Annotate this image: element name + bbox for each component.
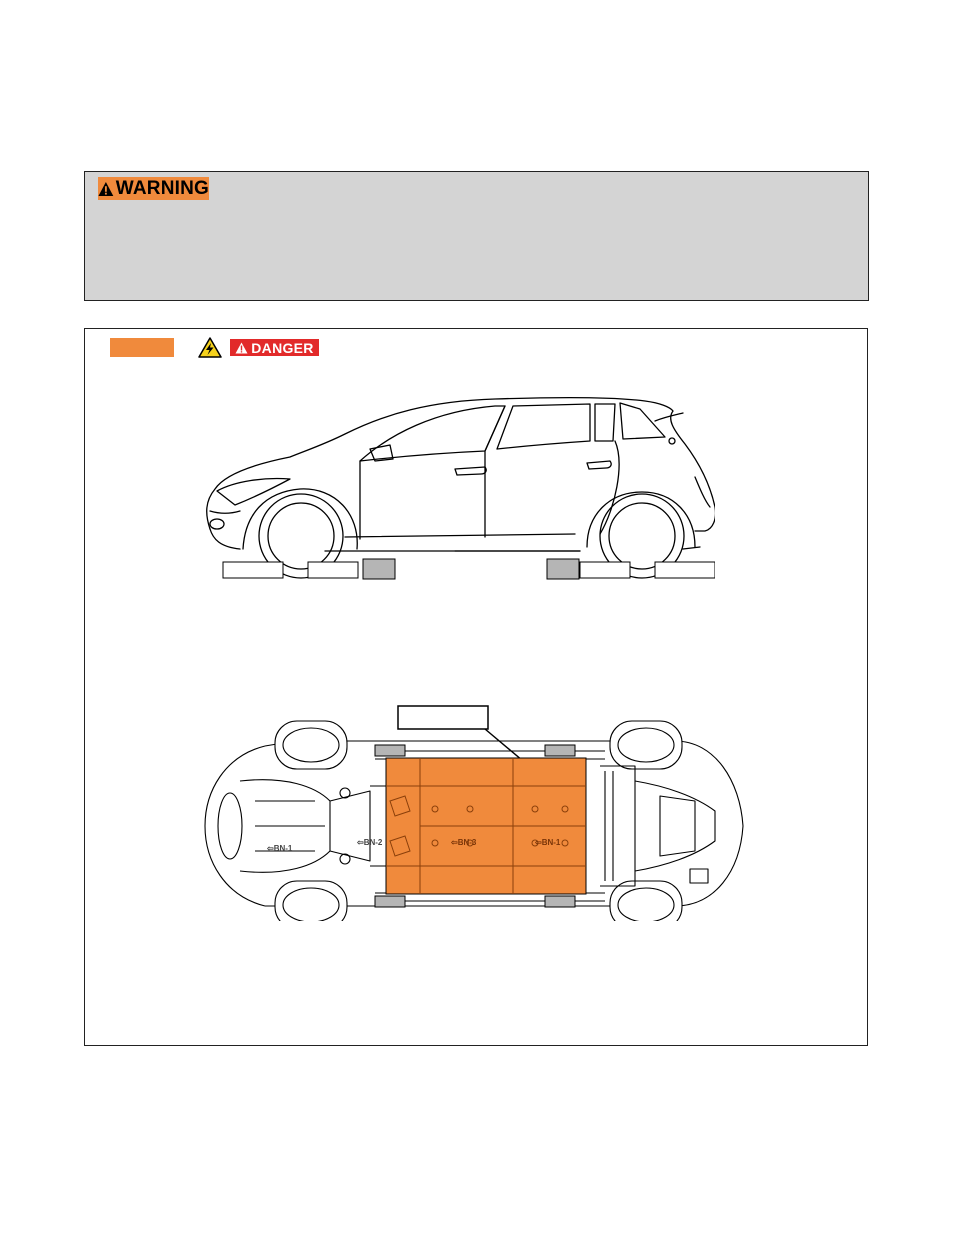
marking-bn2: ⇦BN-2 bbox=[357, 838, 383, 847]
warning-badge bbox=[98, 177, 209, 200]
car-underbody-view bbox=[195, 701, 755, 921]
warning-box bbox=[84, 171, 869, 301]
marking-bn3: ⇦BN-3 bbox=[451, 838, 477, 847]
diagram-box bbox=[84, 328, 868, 1046]
high-voltage-icon bbox=[198, 337, 222, 358]
car-side-view bbox=[195, 389, 715, 584]
danger-badge bbox=[230, 339, 319, 356]
marking-bn1-front: ⇦BN-1 bbox=[267, 844, 293, 853]
warning-label: WARNING bbox=[115, 177, 209, 199]
high-voltage-legend-swatch bbox=[110, 338, 174, 357]
danger-label: DANGER bbox=[251, 339, 314, 356]
warning-triangle-icon bbox=[98, 181, 114, 197]
danger-triangle-icon bbox=[235, 342, 248, 354]
marking-bn1-rear: ⇦BN-1 bbox=[535, 838, 561, 847]
